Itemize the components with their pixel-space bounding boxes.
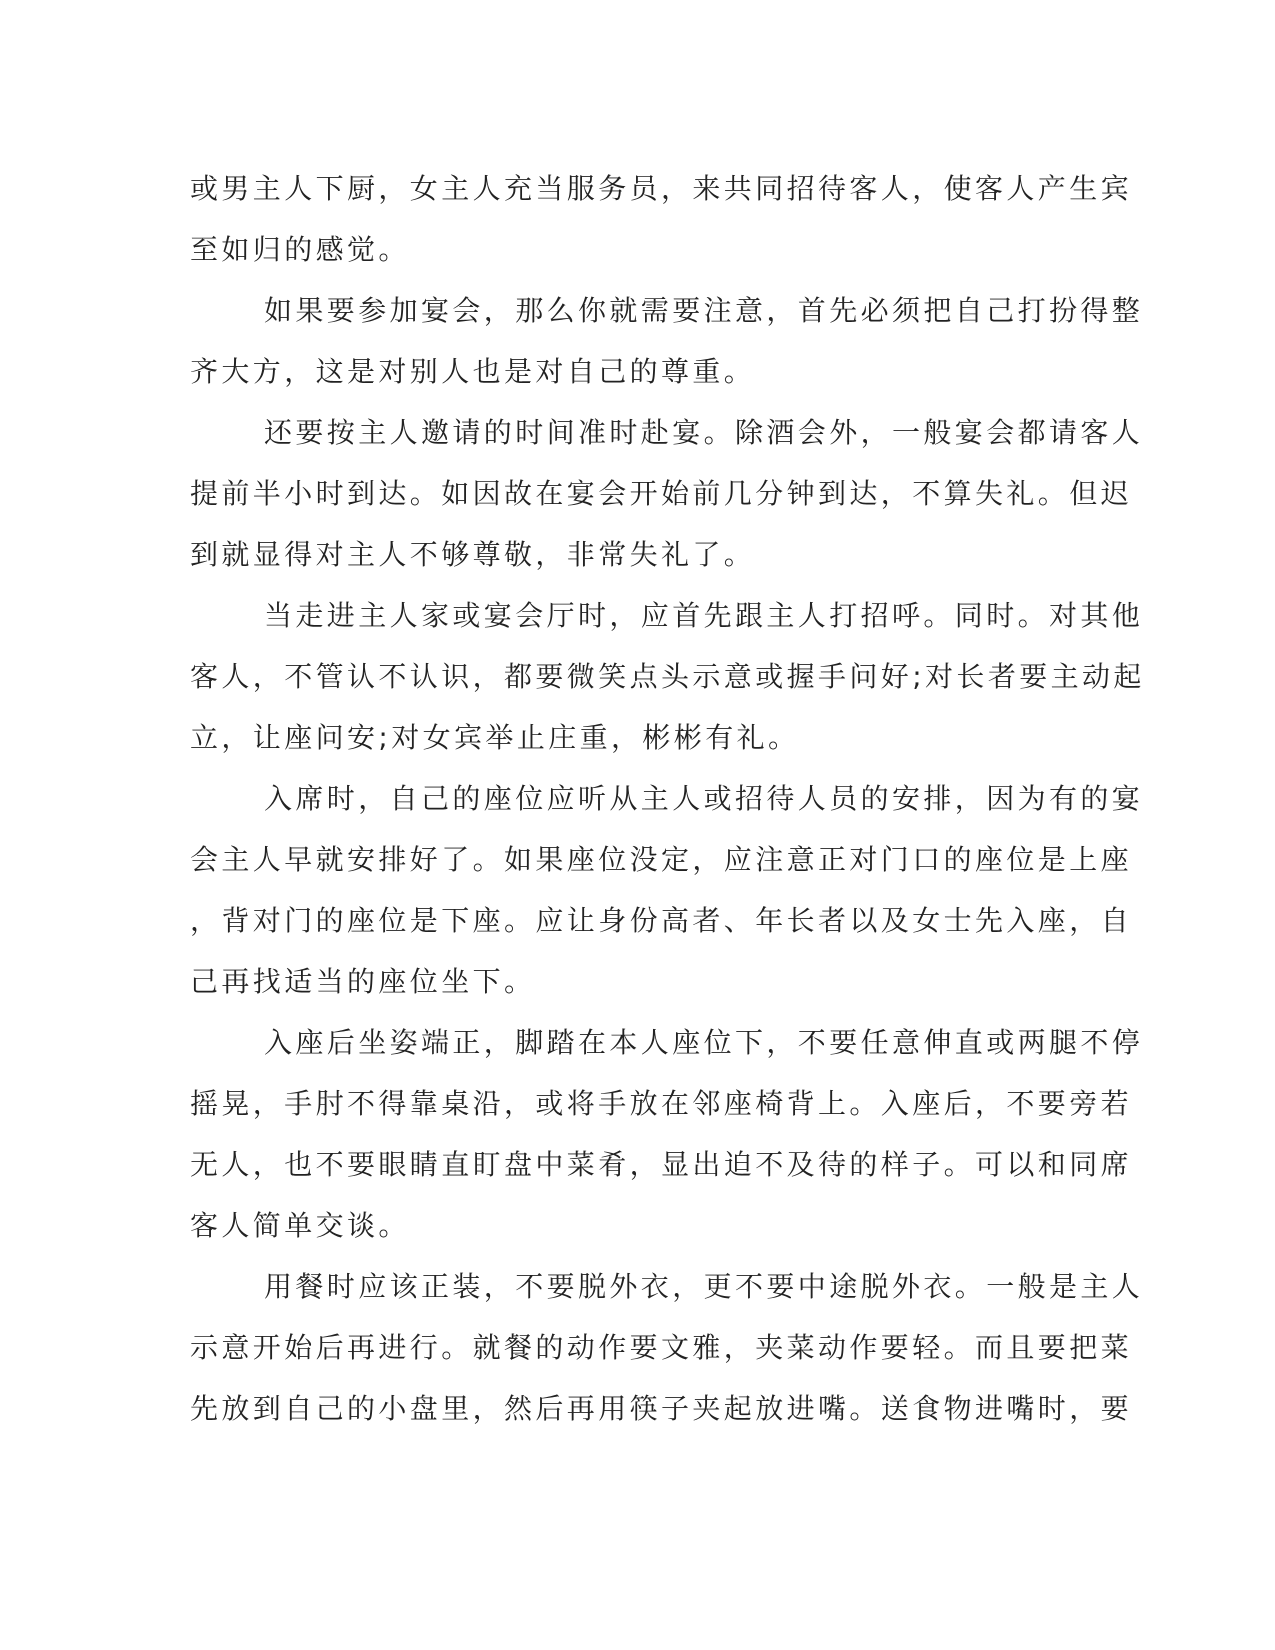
paragraph xyxy=(190,585,1145,768)
text-line: 入席时，自己的座位应听从主人或招待人员的安排，因为有的宴 xyxy=(264,782,1144,815)
text-line: ，背对门的座位是下座。应让身份高者、年长者以及女士先入座，自 xyxy=(190,904,1133,937)
paragraph xyxy=(190,158,1133,280)
paragraph xyxy=(190,1256,1144,1439)
text-line: 还要按主人邀请的时间准时赴宴。除酒会外，一般宴会都请客人 xyxy=(264,416,1144,449)
text-line: 先放到自己的小盘里，然后再用筷子夹起放进嘴。送食物进嘴时，要 xyxy=(190,1392,1133,1425)
text-line: 会主人早就安排好了。如果座位没定，应注意正对门口的座位是上座 xyxy=(190,843,1133,876)
text-line: 齐大方，这是对别人也是对自己的尊重。 xyxy=(190,355,756,388)
text-line: 己再找适当的座位坐下。 xyxy=(190,965,536,998)
text-line: 至如归的感觉。 xyxy=(190,233,410,266)
text-line: 或男主人下厨，女主人充当服务员，来共同招待客人，使客人产生宾 xyxy=(190,172,1133,205)
text-line: 到就显得对主人不够尊敬，非常失礼了。 xyxy=(190,538,756,571)
paragraph xyxy=(190,1012,1144,1256)
text-line: 客人简单交谈。 xyxy=(190,1209,410,1242)
text-line: 如果要参加宴会，那么你就需要注意，首先必须把自己打扮得整 xyxy=(264,294,1144,327)
text-line: 入座后坐姿端正，脚踏在本人座位下，不要任意伸直或两腿不停 xyxy=(264,1026,1144,1059)
text-line: 无人，也不要眼睛直盯盘中菜肴，显出迫不及待的样子。可以和同席 xyxy=(190,1148,1133,1181)
paragraph xyxy=(190,768,1144,1012)
paragraph xyxy=(190,402,1144,585)
paragraph xyxy=(190,280,1144,402)
text-line: 提前半小时到达。如因故在宴会开始前几分钟到达，不算失礼。但迟 xyxy=(190,477,1133,510)
text-line: 用餐时应该正装，不要脱外衣，更不要中途脱外衣。一般是主人 xyxy=(264,1270,1144,1303)
text-line: 示意开始后再进行。就餐的动作要文雅，夹菜动作要轻。而且要把菜 xyxy=(190,1331,1133,1364)
text-line: 立，让座问安;对女宾举止庄重，彬彬有礼。 xyxy=(190,721,800,754)
text-line: 摇晃，手肘不得靠桌沿，或将手放在邻座椅背上。入座后，不要旁若 xyxy=(190,1087,1133,1120)
body-text xyxy=(190,158,1145,1439)
text-line: 客人，不管认不认识，都要微笑点头示意或握手问好;对长者要主动起 xyxy=(190,660,1145,693)
text-line: 当走进主人家或宴会厅时，应首先跟主人打招呼。同时。对其他 xyxy=(264,599,1144,632)
